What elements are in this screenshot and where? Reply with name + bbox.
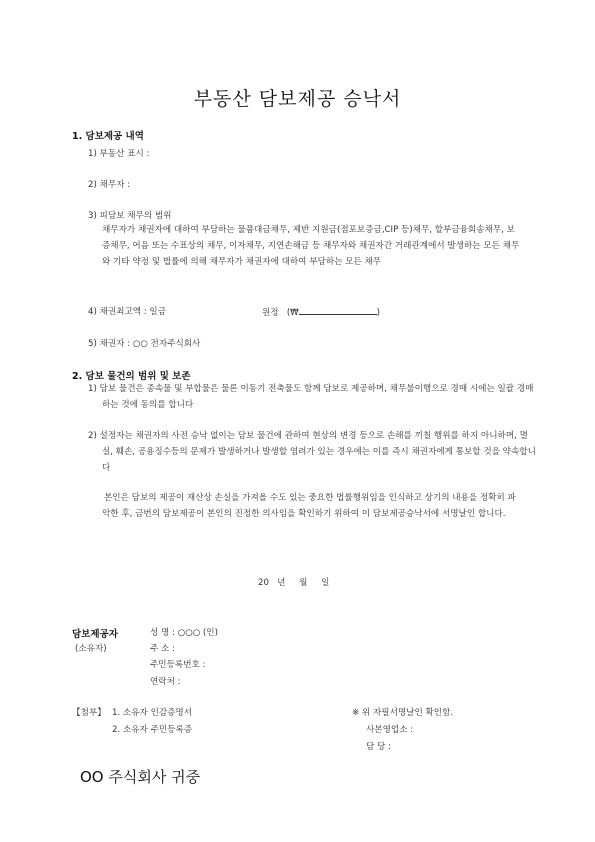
signer-address: 주 소 :: [150, 644, 175, 654]
amount-prefix: (₩: [286, 308, 299, 318]
date-line: [258, 576, 329, 588]
section2-item-1: 1) 담보 물건은 종속물 및 부합물은 물론 이동기 전축물도 함께 담보로 제공하며, 채무불이행으로 경매 시에는 일괄 경매하는 것에 동의를 합니다: [88, 384, 534, 410]
signer-heading: 담보제공자: [72, 629, 118, 640]
recipient-footer: OO 주식회사 귀중: [80, 768, 201, 786]
property-label: 1) 부동산 표시 :: [88, 149, 150, 159]
date-month-unit: 월: [299, 578, 308, 588]
section2-item-2: 2) 설정자는 채권자의 사전 승낙 없이는 담보 물건에 관하여 현상의 변경 등으로 손해를 끼칠 행위를 하지 아니하며, 멸실, 훼손, 공용징수등의 문제가 발생하거나 발생할 염려가 있는 경우에는 이를 즉시 채권자에게 통보할 것을 약속합니다: [88, 431, 536, 473]
confirmation-manager: 담 당 :: [366, 742, 391, 752]
declaration-text: 본인은 담보의 제공이 재산상 손실을 가져올 수도 있는 중요한 법률행위임을 인식하고 상기의 내용을 정확히 파악한 후, 금번의 담보제공이 본인의 진정한 의사임을 확인하기 위하여 이 담보제공승낙서에 서명날인 합니다.: [102, 493, 516, 519]
secured-debt-scope-label: 3) 피담보 채무의 범위: [88, 211, 172, 221]
amount-blank-line: [299, 305, 377, 315]
date-day-unit: 일: [321, 578, 330, 588]
debtor-label: 2) 채무자 :: [88, 180, 131, 190]
date-year-unit: 년: [277, 578, 286, 588]
date-year: 20: [258, 578, 269, 588]
signer-contact: 연락처 :: [150, 677, 181, 687]
attachment-item-1: 1. 소유자 인감증명서: [112, 708, 193, 718]
signer-name: 성 명 : ○○○ (인): [150, 628, 218, 638]
section1-heading: 1. 담보제공 내역: [72, 131, 144, 142]
confirmation-office: 사본영업소 :: [366, 725, 414, 735]
amount-won-label: 원정: [262, 308, 279, 318]
attachments-label: 【첨부】: [72, 708, 106, 718]
document-title: 부동산 담보제공 승낙서: [193, 88, 402, 110]
signer-id-number: 주민등록번호 :: [150, 660, 206, 670]
max-claim-amount: [262, 305, 380, 318]
creditor-label: 5) 채권자 : ○○ 전자주식회사: [88, 339, 201, 349]
confirmation-note: ※ 위 자필서명날인 확인함.: [352, 708, 454, 718]
max-claim-label: 4) 채권최고액 : 일금: [88, 307, 167, 317]
attachment-item-2: 2. 소유자 주민등록증: [112, 725, 193, 735]
signer-subheading: (소유자): [75, 644, 107, 654]
secured-debt-scope-text: 채무자가 채권자에 대하여 부담하는 물품대금채무, 제반 지원금(점포보증금,CIP 등)채무, 할부금융회송채무, 보증채무, 어음 또는 수표상의 채무, 이자채무, 지연손해금 등 채무자와 채권자간 거래관계에서 발생하는 모든 채무와 기타 약정 및 법률에 의해 채무자가 채권자에 대하여 부담하는 모든 채무: [102, 225, 520, 267]
section2-heading: 2. 담보 물건의 범위 및 보존: [72, 371, 191, 382]
amount-suffix: ): [376, 308, 381, 318]
